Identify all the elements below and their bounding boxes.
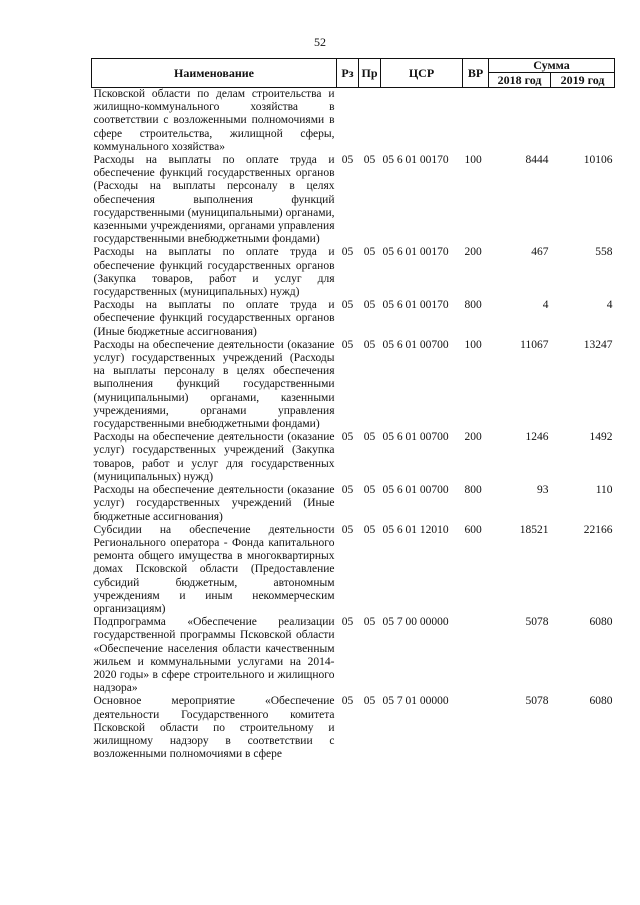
row-csr: 05 7 00 00000 <box>382 616 449 629</box>
row-rz: 05 <box>341 484 354 497</box>
table-header <box>92 59 615 88</box>
row-2019: 558 <box>595 246 613 259</box>
row-name: Основное мероприятие «Обеспечение деятельности Государственного комитета Псковской области по строительному и жилищному надзору в соответствии с возложенными полномочиями в сфере <box>93 695 335 761</box>
row-pr: 05 <box>363 338 376 351</box>
row-rz: 05 <box>341 523 354 536</box>
row-csr: 05 6 01 00700 <box>382 431 449 444</box>
row-vr: 200 <box>464 246 482 259</box>
row-2019: 6080 <box>589 695 613 708</box>
row-vr <box>463 616 489 695</box>
row-2018: 5078 <box>525 616 549 629</box>
header-pr: Пр <box>359 59 381 88</box>
table-row <box>92 154 615 246</box>
row-csr: 05 7 01 00000 <box>382 695 449 708</box>
header-year-2018: 2018 год <box>489 73 551 88</box>
row-csr: 05 6 01 00700 <box>382 484 449 497</box>
row-name: Расходы на обеспечение деятельности (оказание услуг) государственных учреждений (Закупка товаров, работ и услуг для государственных (муниципальных) нужд) <box>93 431 335 483</box>
header-sum: Сумма <box>489 59 615 73</box>
row-2018: 467 <box>531 246 549 259</box>
row-name: Расходы на выплаты по оплате труда и обеспечение функций государственных органов (Закупка товаров, работ и услуг для государственных (муниципальных) нужд) <box>93 246 335 299</box>
table-row <box>92 695 615 761</box>
row-rz: 05 <box>341 616 354 629</box>
row-pr <box>359 88 381 155</box>
table-row <box>92 88 615 155</box>
table-row <box>92 246 615 299</box>
row-2019: 4 <box>606 299 613 312</box>
row-pr: 05 <box>363 695 376 708</box>
row-vr: 100 <box>464 338 482 351</box>
page-number: 52 <box>314 35 326 49</box>
row-2019 <box>551 88 615 155</box>
row-csr <box>381 88 463 155</box>
row-rz: 05 <box>341 695 354 708</box>
row-rz: 05 <box>341 299 354 312</box>
row-vr: 800 <box>464 299 482 312</box>
header-vr: ВР <box>463 59 489 88</box>
row-csr: 05 6 01 12010 <box>382 523 449 536</box>
row-csr: 05 6 01 00170 <box>382 154 449 167</box>
row-2018: 4 <box>542 299 549 312</box>
row-name: Расходы на выплаты по оплате труда и обеспечение функций государственных органов (Иные бюджетные ассигнования) <box>93 299 335 338</box>
row-vr: 200 <box>464 431 482 444</box>
header-rz: Рз <box>337 59 359 88</box>
row-2018: 1246 <box>525 431 549 444</box>
row-2019: 6080 <box>589 616 613 629</box>
row-vr <box>463 88 489 155</box>
row-name: Расходы на обеспечение деятельности (оказание услуг) государственных учреждений (Расходы на выплаты персоналу в целях обеспечения выполнения функций государственными (муниципальными) органами, казенными учреждениями, органами управления государственными внебюджетными фондами) <box>93 338 335 431</box>
row-csr: 05 6 01 00700 <box>382 338 449 351</box>
row-2018: 5078 <box>525 695 549 708</box>
table-body <box>92 88 615 762</box>
budget-table <box>91 58 615 761</box>
row-csr: 05 6 01 00170 <box>382 299 449 312</box>
header-year-2019: 2019 год <box>551 73 615 88</box>
table-row <box>92 299 615 339</box>
table-row <box>92 616 615 695</box>
row-2019: 10106 <box>583 154 613 167</box>
table-row <box>92 431 615 484</box>
row-vr: 800 <box>464 484 482 497</box>
header-csr: ЦСР <box>381 59 463 88</box>
row-rz: 05 <box>341 246 354 259</box>
row-csr: 05 6 01 00170 <box>382 246 449 259</box>
row-pr: 05 <box>363 299 376 312</box>
row-vr: 600 <box>464 523 482 536</box>
row-name: Расходы на выплаты по оплате труда и обеспечение функций государственных органов (Расходы на выплаты персоналу в целях обеспечения выполнения функций государственными (муниципальными) органами, казенными учреждениями, органами управления государственными внебюджетными фондами) <box>93 154 335 246</box>
row-rz: 05 <box>341 338 354 351</box>
table-row <box>92 484 615 524</box>
row-2018: 8444 <box>525 154 549 167</box>
row-pr: 05 <box>363 523 376 536</box>
header-name: Наименование <box>92 59 337 88</box>
row-pr: 05 <box>363 431 376 444</box>
row-rz <box>337 88 359 155</box>
row-2019: 13247 <box>583 338 613 351</box>
row-2018: 93 <box>537 484 549 497</box>
row-name: Псковской области по делам строительства и жилищно-коммунального хозяйства в соответствии с возложенными полномочиями в сфере строительства, жилищной сферы, коммунального хозяйства» <box>93 88 335 153</box>
row-2018 <box>489 88 551 155</box>
row-pr: 05 <box>363 154 376 167</box>
row-vr: 100 <box>464 154 482 167</box>
row-2018: 18521 <box>519 523 549 536</box>
row-2019: 1492 <box>589 431 613 444</box>
row-2018: 11067 <box>520 338 549 351</box>
row-pr: 05 <box>363 616 376 629</box>
row-rz: 05 <box>341 154 354 167</box>
row-2019: 110 <box>595 484 613 497</box>
table-row <box>92 339 615 431</box>
row-2019: 22166 <box>583 523 613 536</box>
table-row <box>92 524 615 616</box>
row-name: Субсидии на обеспечение деятельности Регионального оператора - Фонда капитального ремонта общего имущества в многоквартирных домах Псковской области (Предоставление субсидий бюджетным, автономным учреждениям и иным некоммерческим организациям) <box>93 523 335 615</box>
row-name: Подпрограмма «Обеспечение реализации государственной программы Псковской области «Обеспечение населения области качественным жильем и коммунальными услугами на 2014-2020 годы» в сфере строительного и жилищного надзора» <box>93 616 335 695</box>
row-vr <box>463 695 489 761</box>
row-rz: 05 <box>341 431 354 444</box>
row-pr: 05 <box>363 484 376 497</box>
row-name: Расходы на обеспечение деятельности (оказание услуг) государственных учреждений (Иные бюджетные ассигнования) <box>93 484 335 523</box>
row-pr: 05 <box>363 246 376 259</box>
